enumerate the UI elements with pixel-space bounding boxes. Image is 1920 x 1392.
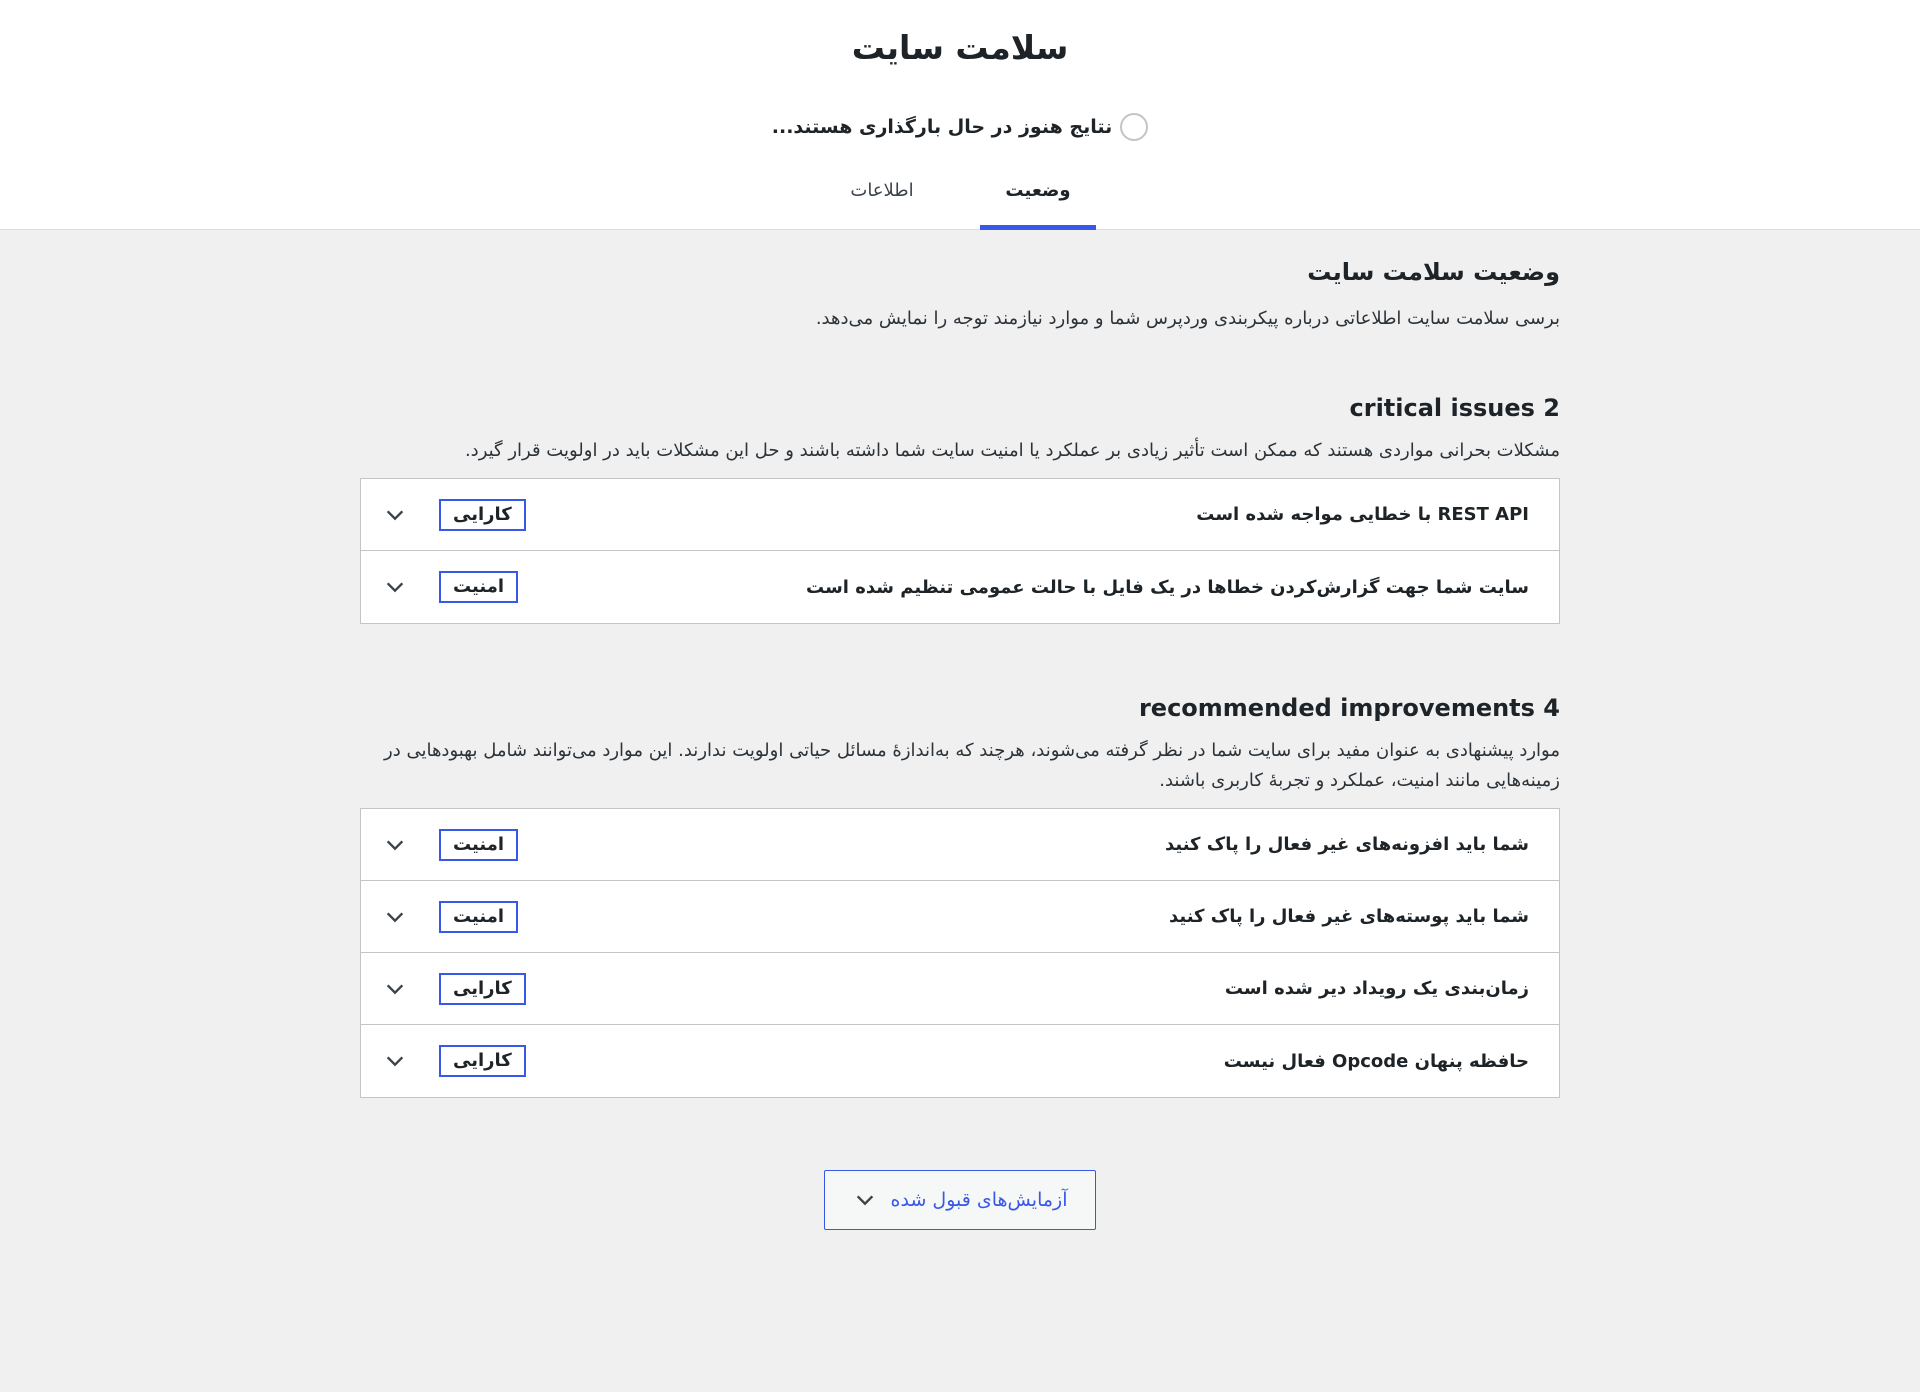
- site-health-header: [0, 0, 1920, 230]
- progress-label: نتایج هنوز در حال بارگذاری هستند...: [771, 116, 1113, 138]
- critical-issues-title: critical issues 2: [1349, 394, 1560, 422]
- issue-rest-api[interactable]: [361, 479, 1559, 551]
- issue-title: زمان‌بندی یک رویداد دیر شده است: [1224, 978, 1529, 999]
- recommended-description: موارد پیشنهادی به عنوان مفید برای سایت شما در نظر گرفته می‌شوند، هرچند که به‌اندازهٔ مسائل حیاتی اولویت ندارند. این موارد می‌توانند شامل بهبودهایی در زمینه‌هایی مانند امنیت، عملکرد و تجربهٔ کاربری باشند.: [384, 740, 1560, 791]
- issue-late-cron[interactable]: [361, 953, 1559, 1025]
- passed-tests-wrap: [360, 1170, 1560, 1230]
- chevron-down-icon[interactable]: [383, 905, 407, 929]
- status-description: برسی سلامت سایت اطلاعاتی درباره پیکربندی وردپرس شما و موارد نیازمند توجه را نمایش می‌دهد.: [815, 308, 1560, 329]
- issue-badge: کارایی: [439, 499, 526, 531]
- main-content: [360, 230, 1560, 1230]
- issue-badge: امنیت: [439, 829, 518, 861]
- recommended-section: [360, 694, 1560, 1098]
- critical-issues-accordion: [360, 478, 1560, 624]
- passed-tests-label: آزمایش‌های قبول شده: [890, 1189, 1068, 1211]
- tab-bar: [0, 170, 1920, 230]
- recommended-title: recommended improvements 4: [1138, 694, 1560, 722]
- issue-title: شما باید پوسته‌های غیر فعال را پاک کنید: [1168, 906, 1529, 927]
- issue-side: [383, 901, 518, 933]
- issue-side: [383, 499, 526, 531]
- chevron-down-icon: [853, 1188, 877, 1212]
- critical-issues-description: مشکلات بحرانی مواردی هستند که ممکن است تأثیر زیادی بر عملکرد یا امنیت سایت شما داشته باشند و حل این مشکلات باید در اولویت قرار گیرد.: [464, 440, 1560, 461]
- issue-debug-log[interactable]: [361, 551, 1559, 623]
- status-title: وضعیت سلامت سایت: [1307, 258, 1560, 286]
- issue-title: سایت شما جهت گزارش‌کردن خطاها در یک فایل با حالت عمومی تنظیم شده است: [806, 576, 1529, 598]
- issue-inactive-plugins[interactable]: [361, 809, 1559, 881]
- progress-circle-icon: [1120, 113, 1148, 141]
- critical-issues-section: [360, 394, 1560, 624]
- passed-tests-button[interactable]: [824, 1170, 1096, 1230]
- chevron-down-icon[interactable]: [383, 1049, 407, 1073]
- issue-title: REST API با خطایی مواجه شده است: [1196, 504, 1529, 525]
- recommended-accordion: [360, 808, 1560, 1098]
- issue-inactive-themes[interactable]: [361, 881, 1559, 953]
- issue-side: [383, 1045, 526, 1077]
- issue-side: [383, 571, 518, 603]
- issue-side: [383, 829, 518, 861]
- issue-title: حافظه پنهان Opcode فعال نیست: [1223, 1050, 1529, 1072]
- tab-info[interactable]: اطلاعات: [850, 180, 914, 201]
- chevron-down-icon[interactable]: [383, 977, 407, 1001]
- issue-badge: امنیت: [439, 571, 518, 603]
- chevron-down-icon[interactable]: [383, 575, 407, 599]
- issue-title: شما باید افزونه‌های غیر فعال را پاک کنید: [1164, 834, 1529, 855]
- tab-status[interactable]: وضعیت: [980, 170, 1096, 230]
- issue-opcode-cache[interactable]: [361, 1025, 1559, 1097]
- page-title: سلامت سایت: [851, 28, 1069, 67]
- progress-indicator: [0, 113, 1920, 141]
- issue-badge: امنیت: [439, 901, 518, 933]
- issue-badge: کارایی: [439, 973, 526, 1005]
- chevron-down-icon[interactable]: [383, 503, 407, 527]
- issue-badge: کارایی: [439, 1045, 526, 1077]
- chevron-down-icon[interactable]: [383, 833, 407, 857]
- issue-side: [383, 973, 526, 1005]
